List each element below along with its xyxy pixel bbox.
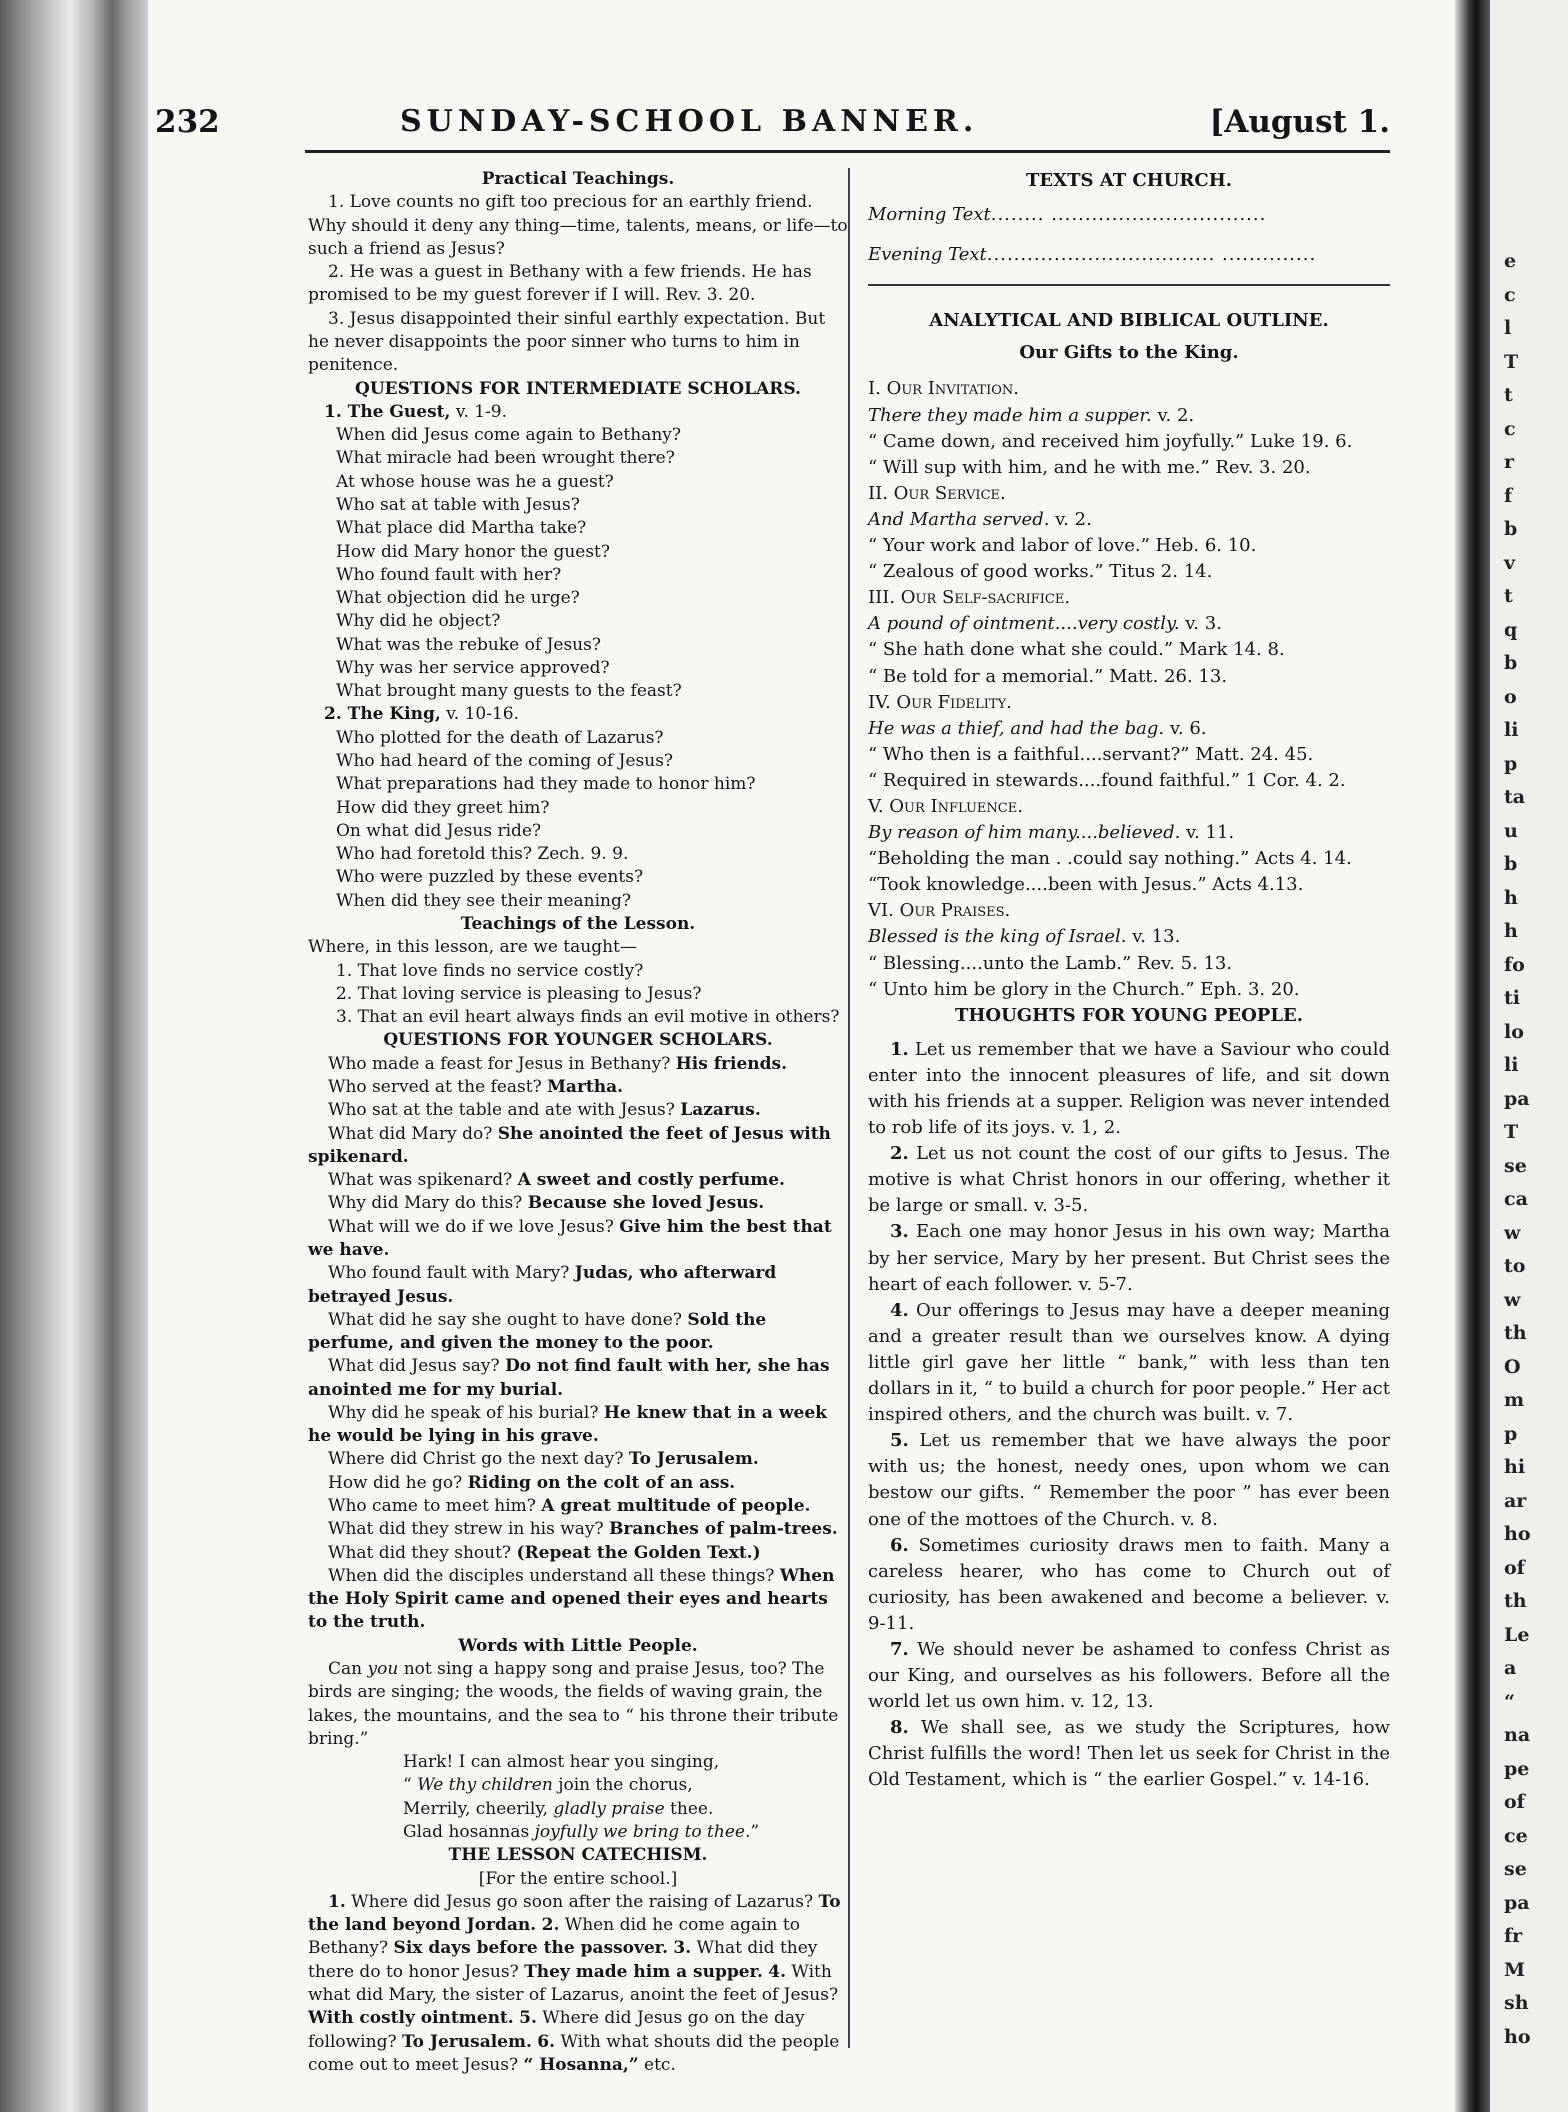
little-heading: Words with Little People. xyxy=(458,1635,698,1656)
question-text: How did he go? xyxy=(328,1472,468,1493)
outline-quote: “ Who then is a faithful....servant?” Matt. 24. 45. xyxy=(868,743,1314,765)
facing-page-fragment: to xyxy=(1504,1255,1526,1277)
facing-page-fragment: lo xyxy=(1504,1020,1524,1043)
thought-number: 4. xyxy=(890,1299,909,1321)
outline-text xyxy=(868,716,1390,742)
catechism-question: When did he come again to Bethany? xyxy=(308,1915,800,1959)
outline-subheading: Our Gifts to the King. xyxy=(1019,342,1239,364)
younger-questions xyxy=(308,1053,848,1635)
facing-page-fragment: t xyxy=(1504,384,1513,406)
question-item: Who sat at table with Jesus? xyxy=(336,494,580,515)
catechism-question: Where did Jesus go on the day following? xyxy=(308,2008,805,2052)
facing-page-fragment: of xyxy=(1504,1791,1525,1813)
question-text: What did Jesus say? xyxy=(328,1356,506,1377)
practical-item: 1. Love counts no gift too precious for an earthly friend. Why should it deny any thing—time, talents, means, or life—to such a friend as Jesus? xyxy=(308,192,848,259)
facing-page-fragment: li xyxy=(1504,1054,1519,1076)
texts-heading: TEXTS AT CHURCH. xyxy=(1026,170,1232,191)
facing-page-fragment: f xyxy=(1504,484,1513,507)
question-text: Who served at the feast? xyxy=(328,1076,548,1097)
thoughts-heading: THOUGHTS FOR YOUNG PEOPLE. xyxy=(955,1004,1303,1026)
poem-italic: We thy children xyxy=(417,1775,553,1796)
question-item: Why did he object? xyxy=(336,611,501,632)
question-text: Where did Christ go the next day? xyxy=(328,1449,629,1470)
outline-section-title xyxy=(868,794,1390,820)
teaching-item: 2. That loving service is pleasing to Jesus? xyxy=(336,983,702,1004)
page-date: [August 1. xyxy=(1209,104,1390,140)
question-text: What did they strew in his way? xyxy=(328,1519,610,1540)
practical-list xyxy=(308,191,848,377)
answer-text: Do not find fault with her, she has anointed me for my burial. xyxy=(308,1356,830,1400)
younger-question-item xyxy=(308,1542,848,1565)
question-item: How did Mary honor the guest? xyxy=(336,541,611,562)
page-number: 232 xyxy=(155,104,220,140)
younger-question-item xyxy=(308,1495,848,1518)
intermediate-heading: QUESTIONS FOR INTERMEDIATE SCHOLARS. xyxy=(355,378,801,399)
little-text-a: Can xyxy=(328,1659,368,1679)
outline-text xyxy=(868,403,1390,429)
facing-page-fragment: a xyxy=(1504,1657,1517,1679)
poem-line xyxy=(308,1774,848,1797)
question-text: Why did he speak of his burial? xyxy=(328,1402,604,1423)
facing-page-fragment: r xyxy=(1504,451,1515,473)
thought-text: We should never be ashamed to confess Christ as our King, and ourselves as his followers. Before all the world let us own him. v. 12, 13. xyxy=(868,1638,1390,1713)
catechism-heading: THE LESSON CATECHISM. xyxy=(448,1845,708,1866)
poem-text: thee. xyxy=(664,1798,714,1819)
facing-page-fragment: se xyxy=(1504,1154,1527,1177)
answer-text: Give him the best that we have. xyxy=(308,1216,832,1260)
morning-text-dots: ........ ................................ xyxy=(990,204,1267,226)
question-item: What miracle had been wrought there? xyxy=(336,448,675,469)
guest-ref: v. 1-9. xyxy=(450,401,508,422)
outline-quote: “ Blessing....unto the Lamb.” Rev. 5. 13. xyxy=(868,952,1233,974)
facing-page-fragment: c xyxy=(1504,283,1516,306)
question-item: At whose house was he a guest? xyxy=(336,471,614,492)
younger-question-item xyxy=(308,1216,848,1263)
poem-line xyxy=(308,1821,848,1844)
question-item: Who had heard of the coming of Jesus? xyxy=(336,751,674,772)
facing-page-fragment: th xyxy=(1504,1322,1527,1344)
facing-page-fragment: ar xyxy=(1504,1489,1527,1512)
thought-text: Let us remember that we have always the poor with us; the honest, needy ones, upon whom we can bestow our gifts. “ Remember the poor ” has ever been one of the mottoes of the Church. v. 8. xyxy=(868,1430,1390,1530)
question-text: Who made a feast for Jesus in Bethany? xyxy=(328,1053,676,1074)
book-spine xyxy=(0,0,148,2112)
facing-page-fragment: w xyxy=(1504,1288,1521,1311)
facing-page-fragment: ho xyxy=(1504,1523,1531,1545)
catechism-number: 2. xyxy=(541,1915,560,1936)
outline-quote: “Beholding the man . .could say nothing.” Acts 4. 14. xyxy=(868,848,1352,870)
facing-page-fragment: ti xyxy=(1504,987,1520,1009)
thought-item xyxy=(868,1637,1390,1715)
younger-question-item xyxy=(308,1099,848,1122)
outline-title: Our Service. xyxy=(893,482,1006,504)
thought-item xyxy=(868,1141,1390,1219)
thought-text: We shall see, as we study the Scriptures, how Christ fulfills the word! Then let us seek for Christ in the Old Testament, which is “ the earlier Gospel.” v. 14-16. xyxy=(868,1717,1390,1791)
facing-page-fragment: b xyxy=(1504,652,1518,674)
answer-text: Judas, who afterward betrayed Jesus. xyxy=(308,1263,777,1307)
outline-quote: “ Will sup with him, and he with me.” Rev. 3. 20. xyxy=(868,456,1311,478)
thought-number: 3. xyxy=(890,1221,909,1243)
outline-quote: “Took knowledge....been with Jesus.” Acts 4.13. xyxy=(868,874,1304,896)
catechism-tail: etc. xyxy=(638,2054,676,2075)
answer-text: Sold the perfume, and given the money to the poor. xyxy=(308,1309,767,1354)
younger-question-item xyxy=(308,1565,848,1635)
facing-page-fragment: c xyxy=(1504,417,1516,440)
outline-text xyxy=(868,820,1390,846)
poem-text: ” xyxy=(750,1821,760,1842)
question-item: Who were puzzled by these events? xyxy=(336,867,644,888)
facing-page-fragment: Le xyxy=(1504,1623,1530,1646)
thought-item xyxy=(868,1533,1390,1637)
thoughts-list xyxy=(868,1037,1390,1794)
evening-text-label: Evening Text xyxy=(868,244,987,266)
outline-quote: “ Required in stewards....found faithful.” 1 Cor. 4. 2. xyxy=(868,769,1346,791)
outline-scripture: He was a thief, and had the bag. xyxy=(868,717,1165,739)
question-item: What was the rebuke of Jesus? xyxy=(336,634,601,655)
question-text: What did they shout? xyxy=(328,1542,517,1563)
catechism-question: What did they there do to honor Jesus? xyxy=(308,1938,818,1982)
answer-text: A sweet and costly perfume. xyxy=(517,1170,785,1191)
little-text-b: not sing a happy song and praise Jesus, too? The birds are singing; the woods, the fields of waving grain, the lakes, the mountains, and the sea to “ his throne their tribute bring.” xyxy=(308,1659,839,1749)
younger-question-item xyxy=(308,1309,848,1356)
poem-text: Hark! I can almost hear you singing, xyxy=(403,1752,720,1773)
catechism-answer: To the land beyond Jordan. xyxy=(308,1891,841,1936)
thought-item xyxy=(868,1298,1390,1428)
facing-page-fragment: ce xyxy=(1504,1824,1528,1847)
practical-item: 3. Jesus disappointed their sinful earthly expectation. But he never disappoints the poor sinner who turns to him in penitence. xyxy=(308,308,826,376)
outline-scripture: There they made him a supper. xyxy=(868,404,1152,426)
outline-roman: III. xyxy=(868,587,901,609)
facing-page-fragment: na xyxy=(1504,1724,1531,1746)
facing-page-fragment: O xyxy=(1504,1355,1521,1378)
facing-page-edge xyxy=(1490,0,1568,2112)
younger-question-item xyxy=(308,1192,848,1215)
thought-number: 7. xyxy=(890,1638,909,1660)
thought-item xyxy=(868,1219,1390,1297)
poem-italic: gladly praise xyxy=(553,1798,665,1819)
answer-text: Martha. xyxy=(547,1076,624,1097)
little-poem xyxy=(308,1751,848,1844)
outline-title: Our Invitation. xyxy=(886,378,1019,400)
catechism-question: With what did Mary, the sister of Lazarus, anoint the feet of Jesus? xyxy=(308,1961,839,2005)
little-text-you: you xyxy=(367,1659,399,1679)
younger-heading: QUESTIONS FOR YOUNGER SCHOLARS. xyxy=(383,1030,773,1051)
outline-scripture: By reason of him many....believed. xyxy=(868,822,1181,844)
outline-ref: v. 13. xyxy=(1126,926,1181,948)
outline-roman: V. xyxy=(868,795,890,817)
catechism-number: 6. xyxy=(537,2031,556,2052)
outline-title: Our Influence. xyxy=(889,795,1023,817)
younger-question-item xyxy=(308,1053,848,1076)
book-gutter xyxy=(1455,0,1490,2112)
facing-page-fragment: o xyxy=(1504,685,1517,708)
facing-page-fragment: v xyxy=(1504,551,1516,574)
thought-text: Each one may honor Jesus in his own way; Martha by her service, Mary by her present. But Christ sees the heart of each follower. v. 5-7. xyxy=(868,1221,1390,1295)
outline-ref: v. 6. xyxy=(1164,717,1207,739)
poem-text: Glad hosannas xyxy=(403,1821,535,1842)
outline-heading: ANALYTICAL AND BIBLICAL OUTLINE. xyxy=(929,310,1329,332)
younger-question-item xyxy=(308,1076,848,1099)
teachings-list xyxy=(308,960,848,1030)
page-header xyxy=(155,104,1390,148)
younger-question-item xyxy=(308,1402,848,1449)
outline-section-title xyxy=(868,585,1390,611)
poem-text: join the chorus, xyxy=(552,1775,693,1796)
outline-roman: IV. xyxy=(868,691,897,713)
question-text: What did he say she ought to have done? xyxy=(328,1309,688,1330)
teachings-intro: Where, in this lesson, are we taught— xyxy=(308,937,637,958)
facing-page-fragment: se xyxy=(1504,1858,1527,1880)
thought-text: Our offerings to Jesus may have a deeper meaning and a greater result than we ourselves know. A dying little girl gave her little “ bank,” with less than ten dollars in it, “ to build a church for poor people.” Her act inspired others, and the church was built. v. 7. xyxy=(868,1299,1390,1426)
teaching-item: 1. That love finds no service costly? xyxy=(336,960,644,981)
facing-page-fragment: b xyxy=(1504,853,1518,875)
outline-title: Our Self-sacrifice. xyxy=(900,587,1071,609)
catechism-question: With what shouts did the people come out to meet Jesus? xyxy=(308,2031,840,2075)
answer-text: Riding on the colt of an ass. xyxy=(467,1472,736,1493)
facing-page-fragment: h xyxy=(1504,886,1518,909)
page-title: SUNDAY-SCHOOL BANNER. xyxy=(400,104,979,139)
facing-page-fragment: fo xyxy=(1504,953,1525,976)
answer-text: When the Holy Spirit came and opened their eyes and hearts to the truth. xyxy=(308,1565,835,1633)
outline-quote: “ She hath done what she could.” Mark 14. 8. xyxy=(868,639,1285,661)
facing-page-fragment: u xyxy=(1504,819,1518,842)
facing-page-fragment: sh xyxy=(1504,1992,1529,2014)
facing-page-fragment: fr xyxy=(1504,1925,1523,1947)
thought-number: 6. xyxy=(890,1534,909,1556)
question-text: What will we do if we love Jesus? xyxy=(328,1216,620,1237)
catechism-answer: They made him a supper. xyxy=(524,1961,763,1982)
facing-page-fragment: “ xyxy=(1504,1690,1515,1713)
facing-page-fragment: p xyxy=(1504,1422,1518,1445)
thought-item xyxy=(868,1037,1390,1141)
facing-page-fragment: e xyxy=(1504,250,1517,272)
question-text: What did Mary do? xyxy=(328,1123,498,1144)
facing-page-fragment: ca xyxy=(1504,1188,1528,1210)
thought-item xyxy=(868,1715,1390,1793)
column-rule xyxy=(848,168,850,2048)
outline-title: Our Praises. xyxy=(899,900,1011,922)
facing-page-fragment: t xyxy=(1504,585,1513,607)
question-item: Why was her service approved? xyxy=(336,657,610,678)
outline-roman: I. xyxy=(868,378,887,400)
catechism-number: 3. xyxy=(673,1938,692,1959)
header-rule xyxy=(305,150,1390,153)
younger-question-item xyxy=(308,1472,848,1495)
outline-ref: v. 2. xyxy=(1049,508,1092,530)
catechism-answer: With costly ointment. xyxy=(308,2008,514,2029)
outline-quote: “ Be told for a memorial.” Matt. 26. 13. xyxy=(868,665,1228,687)
teaching-item: 3. That an evil heart always finds an evil motive in others? xyxy=(336,1007,840,1028)
outline-text xyxy=(868,507,1390,533)
question-item: When did Jesus come again to Bethany? xyxy=(336,425,682,446)
little-text xyxy=(308,1658,848,1751)
facing-page-fragment: M xyxy=(1504,1958,1526,1981)
right-column xyxy=(868,168,1390,1794)
facing-page-fragment: ta xyxy=(1504,786,1526,808)
question-text: Who came to meet him? xyxy=(328,1496,542,1517)
practical-heading: Practical Teachings. xyxy=(481,169,675,189)
facing-page-fragment: ho xyxy=(1504,2025,1531,2048)
catechism-question: Where did Jesus go soon after the raising of Lazarus? xyxy=(345,1891,819,1912)
outline-quote: “ Came down, and received him joyfully.” Luke 19. 6. xyxy=(868,430,1353,452)
guest-title: 1. The Guest, xyxy=(324,401,451,422)
teachings-heading: Teachings of the Lesson. xyxy=(460,914,696,934)
thought-text: Let us not count the cost of our gifts to Jesus. The motive is what Christ honors in our offering, whether it be large or small. v. 3-5. xyxy=(868,1143,1390,1217)
thought-number: 5. xyxy=(890,1430,909,1452)
poem-text: “ xyxy=(403,1775,418,1796)
answer-text: Lazarus. xyxy=(680,1100,761,1121)
facing-page-fragment: th xyxy=(1504,1590,1527,1612)
thought-item xyxy=(868,1428,1390,1532)
answer-text: He knew that in a week he would be lying in his grave. xyxy=(308,1402,827,1447)
facing-page-fragment: h xyxy=(1504,920,1518,942)
poem-text: Merrily, cheerily, xyxy=(403,1798,554,1819)
catechism-number: 5. xyxy=(519,2008,537,2029)
younger-question-item xyxy=(308,1355,848,1402)
outline-roman: VI. xyxy=(868,900,900,922)
answer-text: His friends. xyxy=(675,1053,788,1074)
facing-page-fragment: pa xyxy=(1504,1087,1530,1110)
outline-scripture: A pound of ointment....very costly. xyxy=(868,613,1180,635)
question-item: Who found fault with her? xyxy=(336,564,562,585)
left-column xyxy=(308,168,848,2077)
question-item: What place did Martha take? xyxy=(336,518,587,539)
facing-page-fragment: l xyxy=(1504,317,1512,339)
younger-question-item xyxy=(308,1262,848,1309)
question-text: When did the disciples understand all these things? xyxy=(328,1565,780,1586)
thought-text: Sometimes curiosity draws men to faith. Many a careless hearer, who has come to Church out of curiosity, has been awakened and become a believer. v. 9-11. xyxy=(868,1534,1390,1634)
question-item: What objection did he urge? xyxy=(336,588,580,609)
answer-text: She anointed the feet of Jesus with spikenard. xyxy=(308,1123,831,1167)
question-item: Who plotted for the death of Lazarus? xyxy=(336,727,664,748)
poem-line xyxy=(308,1798,848,1821)
question-text: What was spikenard? xyxy=(328,1170,518,1191)
question-text: Who sat at the table and ate with Jesus? xyxy=(328,1100,681,1121)
outline-ref: v. 2. xyxy=(1151,404,1195,426)
outline-quote: “ Unto him be glory in the Church.” Eph. 3. 20. xyxy=(868,978,1300,1000)
king-questions xyxy=(308,727,848,913)
facing-page-fragment: li xyxy=(1504,719,1519,741)
younger-question-item xyxy=(308,1518,848,1541)
facing-page-fragment: m xyxy=(1504,1389,1525,1411)
catechism-answer: Six days before the passover. xyxy=(393,1938,668,1959)
catechism-sub: [For the entire school.] xyxy=(478,1868,678,1889)
younger-question-item xyxy=(308,1169,848,1192)
catechism-number: 4. xyxy=(768,1961,787,1982)
question-item: What preparations had they made to honor him? xyxy=(336,774,756,795)
evening-text-dots: .................................. .............. xyxy=(986,244,1317,266)
catechism-answer: “ Hosanna,” xyxy=(523,2054,639,2075)
king-title: 2. The King, xyxy=(324,704,441,725)
question-item: What brought many guests to the feast? xyxy=(336,681,682,702)
outline-list xyxy=(868,376,1390,1002)
question-item: Who had foretold this? Zech. 9. 9. xyxy=(336,844,629,865)
question-item: On what did Jesus ride? xyxy=(336,820,542,841)
question-item: When did they see their meaning? xyxy=(336,890,631,911)
answer-text: Branches of palm-trees. xyxy=(609,1519,838,1540)
facing-page-fragment: hi xyxy=(1504,1456,1526,1478)
question-text: Who found fault with Mary? xyxy=(328,1263,575,1284)
outline-section-title xyxy=(868,690,1390,716)
outline-quote: “ Your work and labor of love.” Heb. 6. 10. xyxy=(868,535,1257,557)
thought-text: Let us remember that we have a Saviour who could enter into the innocent pleasures of life, and sit down with his friends at a supper. Religion was never intended to rob life of its joys. v. 1, 2. xyxy=(868,1038,1390,1139)
outline-quote: “ Zealous of good works.” Titus 2. 14. xyxy=(868,561,1213,583)
question-item: How did they greet him? xyxy=(336,797,550,818)
facing-page-fragment: p xyxy=(1504,752,1518,775)
practical-item: 2. He was a guest in Bethany with a few friends. He has promised to be my guest forever if I will. Rev. 3. 20. xyxy=(308,262,812,306)
facing-page-fragment: T xyxy=(1504,1121,1519,1143)
outline-section-title xyxy=(868,376,1390,402)
answer-text: (Repeat the Golden Text.) xyxy=(516,1542,761,1563)
outline-ref: v. 11. xyxy=(1180,822,1235,844)
outline-text xyxy=(868,611,1390,637)
younger-question-item xyxy=(308,1448,848,1471)
facing-page-fragment: pe xyxy=(1504,1757,1530,1780)
outline-roman: II. xyxy=(868,482,894,504)
facing-page-fragment: w xyxy=(1504,1221,1521,1244)
outline-section-title xyxy=(868,481,1390,507)
thought-number: 2. xyxy=(890,1143,909,1165)
outline-scripture: And Martha served. xyxy=(868,508,1050,530)
facing-page-fragment: pa xyxy=(1504,1891,1530,1914)
younger-question-item xyxy=(308,1123,848,1170)
facing-page-fragment: of xyxy=(1504,1556,1525,1579)
outline-scripture: Blessed is the king of Israel. xyxy=(868,926,1127,948)
section-rule xyxy=(868,284,1390,286)
thought-number: 1. xyxy=(890,1038,909,1060)
question-text: Why did Mary do this? xyxy=(328,1193,528,1214)
outline-title: Our Fidelity. xyxy=(896,691,1012,713)
catechism-text xyxy=(308,1891,848,2077)
outline-text xyxy=(868,924,1390,950)
facing-page-fragment: b xyxy=(1504,518,1518,540)
catechism-number: 1. xyxy=(328,1891,346,1912)
facing-page-fragment: T xyxy=(1504,350,1519,373)
poem-line xyxy=(308,1751,848,1774)
thought-number: 8. xyxy=(890,1717,909,1739)
answer-text: Because she loved Jesus. xyxy=(527,1193,765,1214)
guest-questions xyxy=(308,424,848,703)
poem-italic: joyfully we bring to thee. xyxy=(534,1821,751,1842)
catechism-answer: To Jerusalem. xyxy=(401,2031,532,2052)
outline-ref: v. 3. xyxy=(1179,613,1222,635)
outline-section-title xyxy=(868,898,1390,924)
morning-text-label: Morning Text xyxy=(868,204,991,226)
answer-text: A great multitude of people. xyxy=(541,1496,811,1517)
answer-text: To Jerusalem. xyxy=(628,1449,759,1470)
king-ref: v. 10-16. xyxy=(440,704,520,725)
facing-page-fragment: q xyxy=(1504,618,1518,641)
